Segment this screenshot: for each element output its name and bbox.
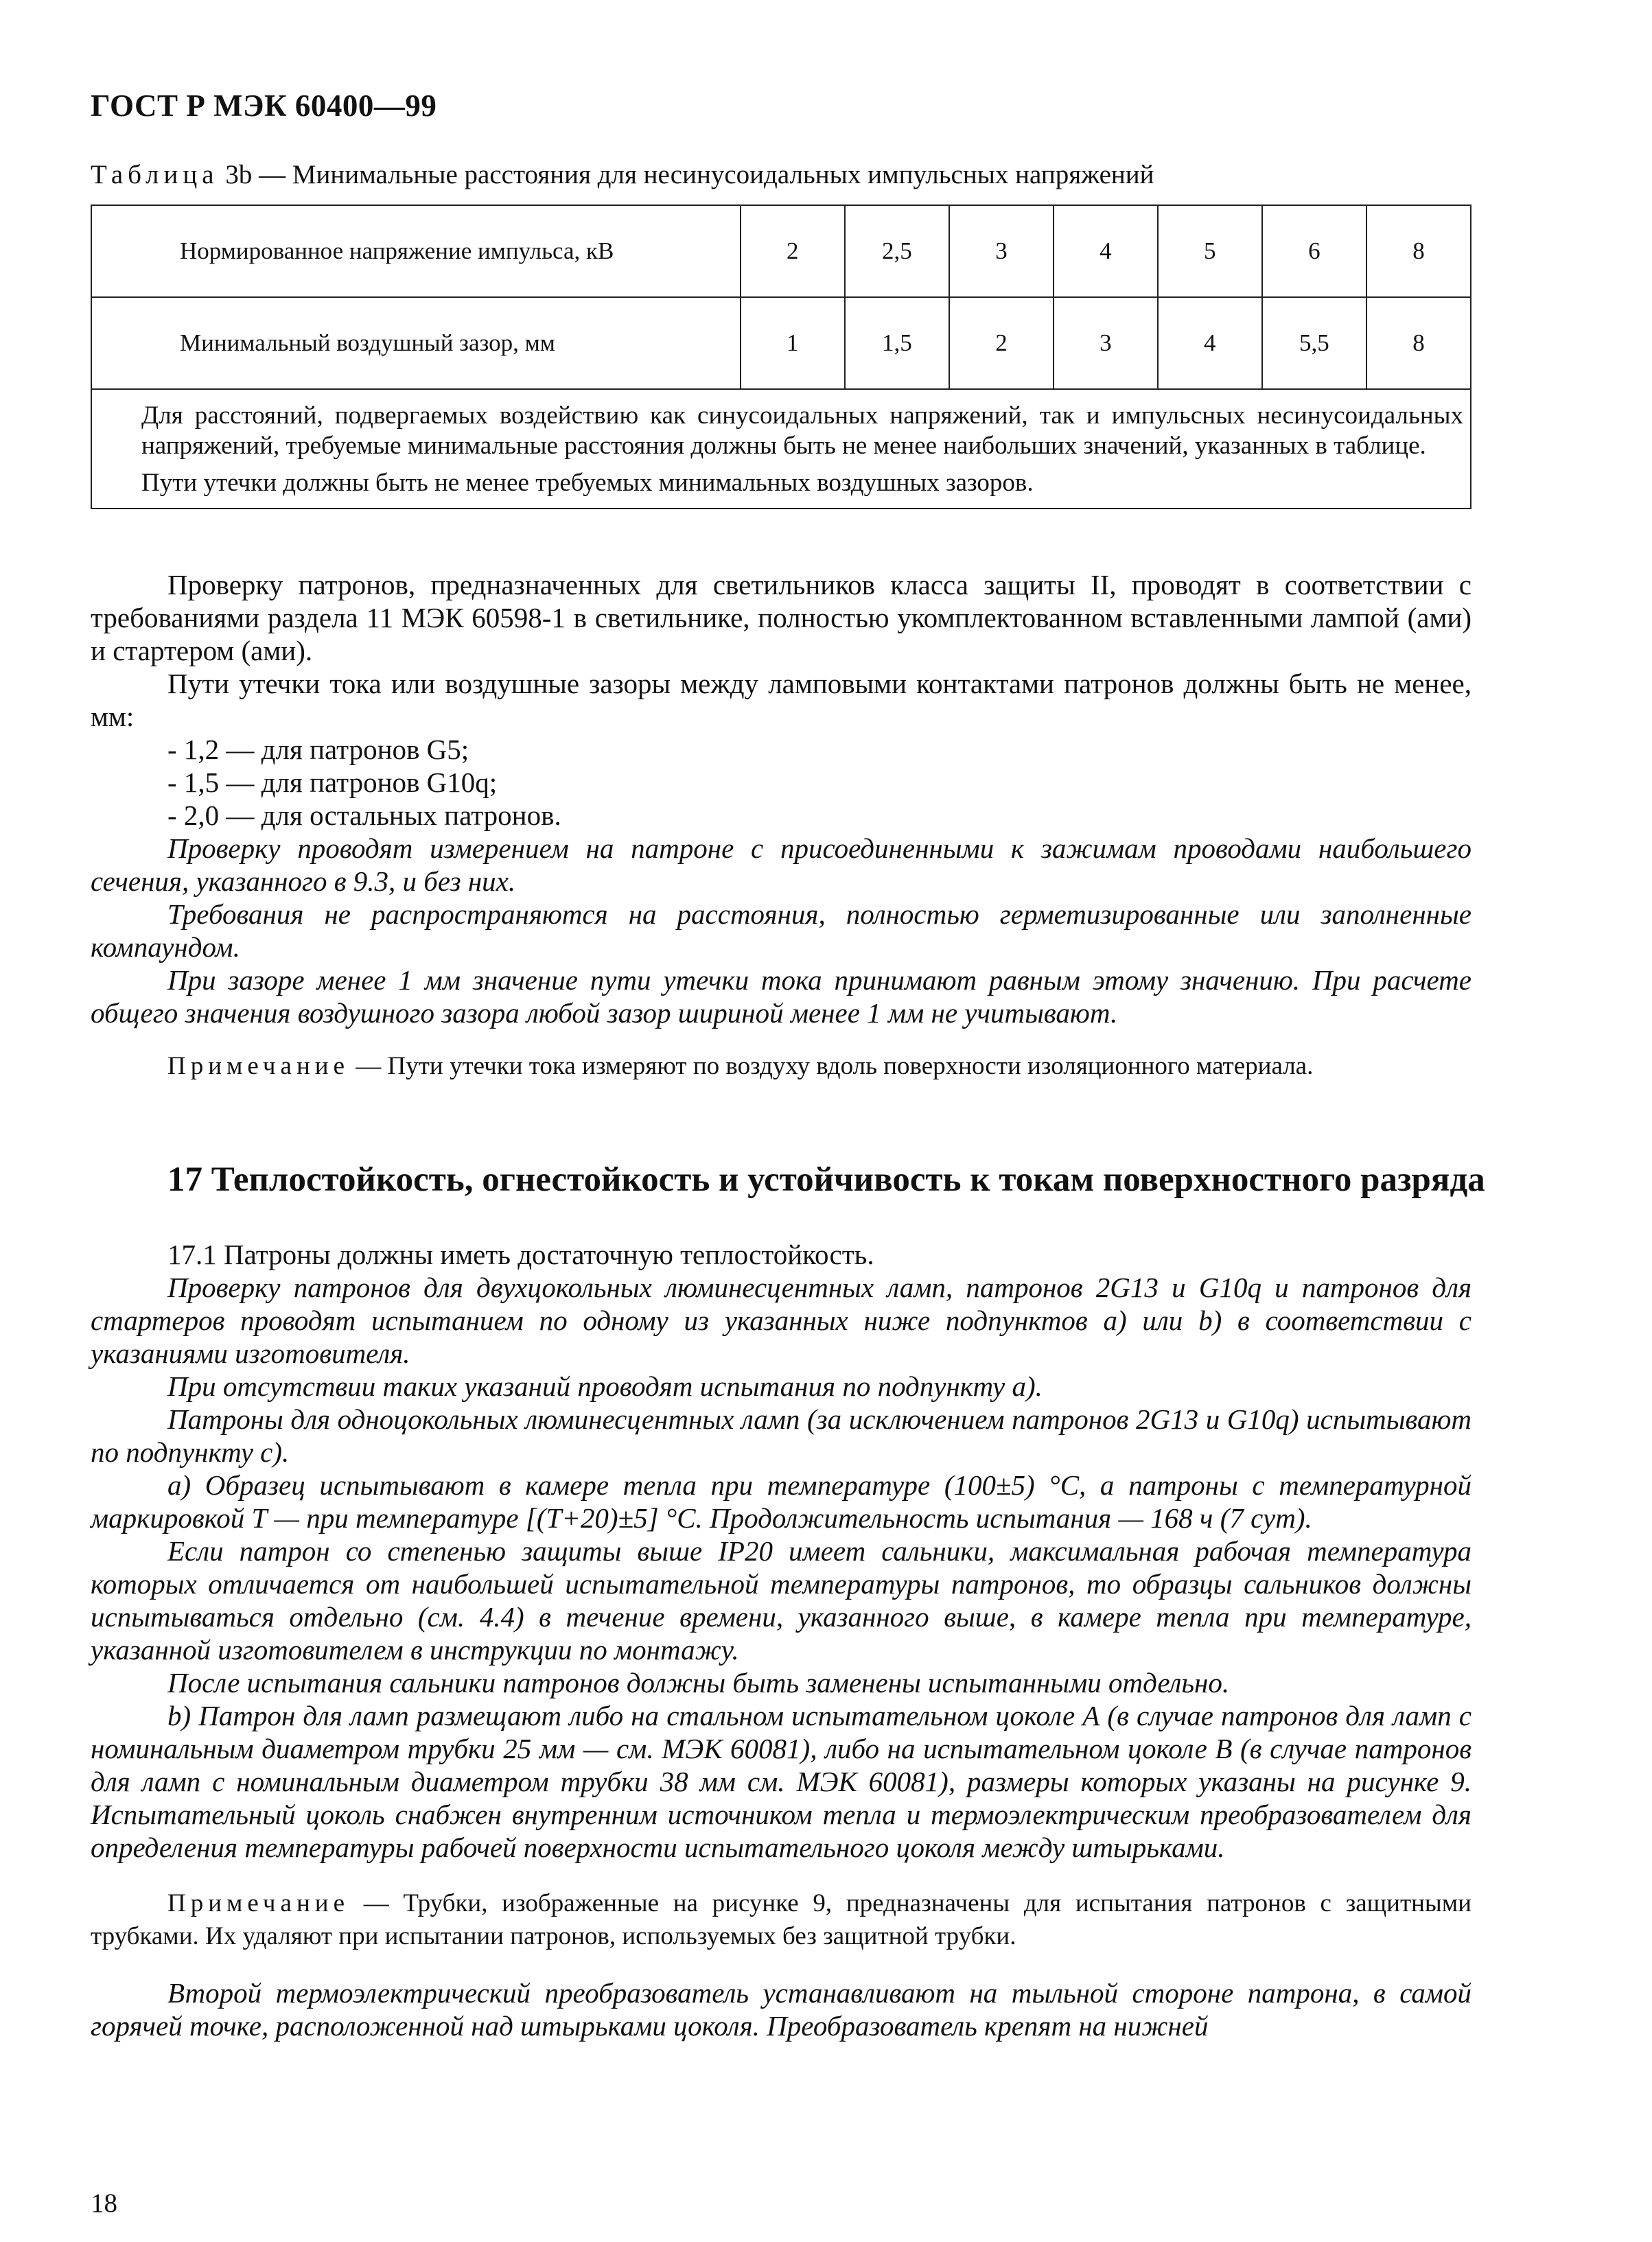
italic-paragraph: Проверку проводят измерением на патроне с присоединенными к зажимам проводами наибольшего сечения, указанного в 9.3, и без них. (91, 832, 1471, 897)
table-cell: 3 (949, 205, 1054, 297)
table-cell: 2 (949, 297, 1054, 389)
italic-paragraph: Второй термоэлектрический преобразователь устанавливают на тыльной стороне патрона, в самой горячей точке, расположенной над штырьками цоколя. Преобразователь крепят на нижней (91, 1977, 1471, 2042)
section-16-text (91, 568, 1471, 1083)
table-note-row (91, 389, 1471, 509)
section-title: 17 Теплостойкость, огнестойкость и устойчивость к токам поверхностного разряда (167, 1160, 1485, 1199)
note (91, 1050, 1471, 1083)
list-item: - 1,5 — для патронов G10q; (167, 767, 498, 798)
table-cell: 5 (1158, 205, 1262, 297)
row-label: Минимальный воздушный зазор, мм (91, 297, 741, 389)
note-text: — Пути утечки тока измеряют по воздуху вдоль поверхности изоляционного материала. (349, 1052, 1314, 1080)
table-cell: 1,5 (845, 297, 949, 389)
clearance-table (91, 205, 1471, 509)
italic-paragraph: Если патрон со степенью защиты выше IP20 имеет сальники, максимальная рабочая температура которых отличается от наибольшей испытательной температуры патронов, то образцы сальников должны испытываться отдельно (см. 4.4) в течение времени, указанного выше, в камере тепла при температуре, указанной изготовителем в инструкции по монтажу. (91, 1535, 1471, 1666)
italic-paragraph: После испытания сальники патронов должны быть заменены испытанными отдельно. (167, 1667, 1230, 1698)
table-cell: 6 (1262, 205, 1366, 297)
standard-code-header: ГОСТ Р МЭК 60400—99 (91, 89, 437, 123)
note-text: — Трубки, изображенные на рисунке 9, предназначены для испытания патронов с защитными трубками. Их удаляют при испытании патронов, используемых без защитной трубки. (91, 1889, 1471, 1950)
list-item: - 2,0 — для остальных патронов. (167, 799, 561, 831)
table-cell: 2,5 (845, 205, 949, 297)
page-number: 18 (91, 2188, 117, 2218)
italic-paragraph: Проверку патронов для двухцокольных люминесцентных ламп, патронов 2G13 и G10q и патронов для стартеров проводят испытанием по одному из указанных ниже подпунктов a) или b) в соответствии с указаниями изготовителя. (91, 1272, 1471, 1369)
table-caption (91, 159, 1154, 190)
italic-paragraph: b) Патрон для ламп размещают либо на стальном испытательном цоколе А (в случае патронов для ламп с номинальным диаметром трубки 25 мм — см. МЭК 60081), либо на испытательном цоколе В (в случае патронов для ламп с номинальным диаметром трубки 38 мм см. МЭК 60081), размеры которых указаны на рисунке 9. Испытательный цоколь снабжен внутренним источником тепла и термоэлектрическим преобразователем для определения температуры рабочей поверхности испытательного цоколя между штырьками. (91, 1700, 1471, 1863)
table-row (91, 205, 1471, 297)
italic-paragraph: При отсутствии таких указаний проводят испытания по подпункту a). (167, 1370, 1043, 1402)
table-caption-text: 3b — Минимальные расстояния для несинусоидальных импульсных напряжений (225, 160, 1154, 189)
table-caption-label: Таблица (91, 160, 219, 189)
table-cell: 8 (1366, 297, 1471, 389)
table-note-paragraph: Пути утечки должны быть не менее требуемых минимальных воздушных зазоров. (141, 469, 1034, 497)
table-row (91, 297, 1471, 389)
note (91, 1887, 1471, 1953)
table-cell: 4 (1054, 205, 1158, 297)
table-cell: 2 (741, 205, 845, 297)
italic-paragraph: Патроны для одноцокольных люминесцентных ламп (за исключением патронов 2G13 и G10q) испытывают по подпункту c). (91, 1403, 1471, 1468)
italic-paragraph: При зазоре менее 1 мм значение пути утечки тока принимают равным этому значению. При расчете общего значения воздушного зазора любой зазор шириной менее 1 мм не учитывают. (91, 964, 1471, 1029)
table-cell: 5,5 (1262, 297, 1366, 389)
paragraph: Проверку патронов, предназначенных для светильников класса защиты II, проводят в соответствии с требованиями раздела 11 МЭК 60598-1 в светильнике, полностью укомплектованном вставленными лампой (ами) и стартером (ами). (91, 569, 1471, 666)
table-cell: 8 (1366, 205, 1471, 297)
paragraph: Пути утечки тока или воздушные зазоры между ламповыми контактами патронов должны быть не менее, мм: (91, 668, 1471, 732)
note-label: Примечание (167, 1889, 349, 1917)
row-label: Нормированное напряжение импульса, кВ (91, 205, 741, 297)
note-label: Примечание (167, 1052, 349, 1080)
paragraph: 17.1 Патроны должны иметь достаточную теплостойкость. (167, 1239, 874, 1270)
table-note-paragraph: Для расстояний, подвергаемых воздействию как синусоидальных напряжений, так и импульсных несинусоидальных напряжений, требуемые минимальные расстояния должны быть не менее наибольших значений, указанных в таблице. (141, 401, 1463, 460)
italic-paragraph: Требования не распространяются на расстояния, полностью герметизированные или заполненные компаундом. (91, 898, 1471, 963)
list-item: - 1,2 — для патронов G5; (167, 734, 469, 765)
italic-paragraph: a) Образец испытывают в камере тепла при температуре (100±5) °С, а патроны с температурной маркировкой Т — при температуре [(Т+20)±5] °С. Продолжительность испытания — 168 ч (7 сут). (91, 1469, 1471, 1534)
table-note (91, 389, 1471, 509)
table-cell: 4 (1158, 297, 1262, 389)
table-cell: 1 (741, 297, 845, 389)
table-cell: 3 (1054, 297, 1158, 389)
section-17-text (91, 1238, 1471, 2042)
